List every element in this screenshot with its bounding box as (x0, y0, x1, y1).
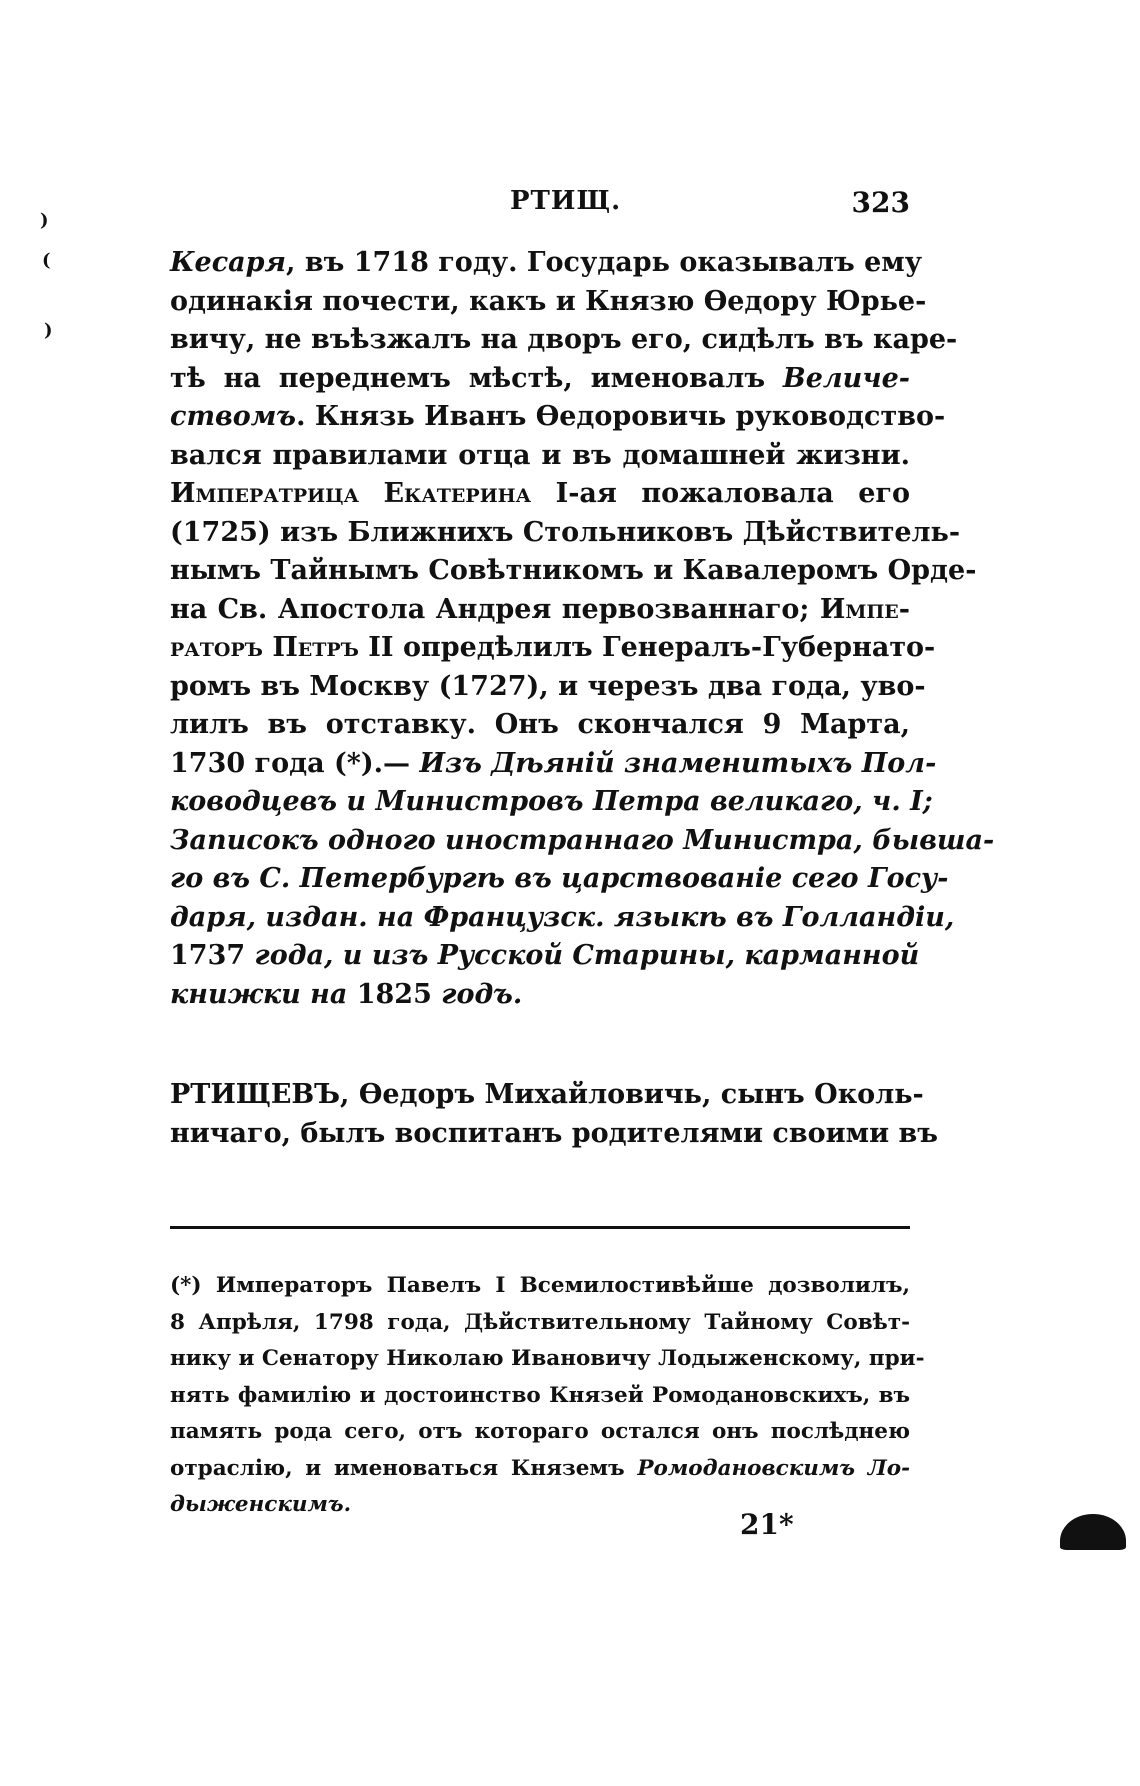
text-run: книжки на (170, 978, 348, 1010)
text-line (170, 1115, 938, 1154)
text-line (170, 822, 995, 861)
text-run: вичу, не въѣзжалъ на дворъ его, сидѣлъ въ каре- (170, 324, 958, 355)
text-run: Императрица Екатерина (170, 478, 532, 509)
text-run: Записокъ одного иностраннаго Министра, бывша- (170, 824, 995, 856)
text-run: нымъ Тайнымъ Совѣтникомъ и Кавалеромъ Орде- (170, 555, 977, 586)
signature-mark: 21* (740, 1508, 794, 1541)
text-run: отраслію, и именоваться Княземъ (170, 1455, 638, 1481)
text-run: . Князь Иванъ Өедоровичь руководство- (296, 401, 946, 432)
text-line (170, 398, 946, 437)
text-run: 8 Апрѣля, 1798 года, Дѣйствительному Тайному Совѣт- (170, 1309, 910, 1335)
text-run: года, и изъ Русской Старины, карманной (254, 940, 920, 971)
text-line (170, 283, 927, 322)
footnote-line (170, 1268, 910, 1305)
main-text (170, 244, 995, 1153)
text-run: Ромодановскимъ Ло- (637, 1455, 910, 1481)
text-line (170, 1076, 924, 1115)
text-line (170, 475, 910, 514)
text-line (170, 783, 933, 822)
text-run: (*) Императоръ Павелъ I Всемилостивѣйше дозволилъ, (170, 1273, 910, 1298)
entry-rtishchev (170, 1076, 938, 1153)
text-run: ководцевъ и Министровъ Петра великаго, ч. I; (170, 786, 933, 817)
text-line (170, 937, 920, 976)
text-run: 1730 года (*).— (170, 747, 420, 779)
text-run: вался правилами отца и въ домашней жизни. (170, 439, 910, 471)
text-run: , Өедоръ Михайловичь, сынъ Околь- (340, 1079, 924, 1110)
text-line (170, 437, 910, 476)
margin-mark: ( (42, 250, 51, 271)
running-head: РТИЩ. (510, 186, 622, 216)
text-run: II опредѣлилъ Генералъ-Губернато- (358, 632, 936, 663)
text-line (170, 244, 922, 283)
footnote-line (170, 1378, 910, 1415)
section-gap (170, 1014, 910, 1076)
text-run: одинакія почести, какъ и Князю Өедору Юрье- (170, 285, 927, 317)
footnote-text (170, 1268, 925, 1524)
text-run: ромъ въ Москву (1727), и черезъ два года, уво- (170, 670, 926, 702)
text-line (170, 552, 977, 591)
text-line (170, 360, 910, 399)
text-line (170, 745, 937, 784)
text-run: даря, издан. на Французск. языкѣ въ Голландіи, (170, 901, 955, 933)
text-line (170, 706, 910, 745)
page-header (170, 186, 910, 226)
footnote-divider (170, 1226, 910, 1229)
text-run: дыженскимъ. (170, 1492, 352, 1517)
text-run: Величе- (782, 362, 910, 394)
text-run: РТИЩЕВЪ (170, 1079, 341, 1110)
text-run: лилъ въ отставку. Онъ скончался 9 Марта, (170, 709, 910, 740)
margin-mark: ) (40, 210, 49, 231)
text-line (170, 321, 958, 360)
footnote (170, 1268, 925, 1524)
ink-blot (1060, 1514, 1126, 1550)
footnote-line (170, 1451, 910, 1488)
text-line (170, 514, 961, 553)
text-run: ничаго, былъ воспитанъ родителями своими въ (170, 1117, 938, 1149)
text-run: 1825 (347, 978, 442, 1010)
text-run: I-ая пожаловала его (531, 478, 910, 509)
text-run: на Св. Апостола Андрея первозваннаго; (170, 593, 820, 625)
margin-mark: ) (44, 320, 53, 341)
text-run: , въ 1718 году. Государь оказывалъ ему (286, 247, 922, 278)
footnote-line (170, 1341, 925, 1378)
text-run: раторъ Петръ (170, 632, 359, 663)
footnote-line (170, 1305, 910, 1342)
text-run: Изъ Дѣяній знаменитыхъ Пол- (419, 747, 937, 779)
text-run: Импе- (819, 593, 910, 625)
text-run: го въ С. Петербургѣ въ царствованіе сего Госу- (170, 863, 949, 894)
footnote-line (170, 1487, 910, 1524)
text-run: Кесаря (170, 247, 287, 278)
text-line (170, 899, 955, 938)
text-line (170, 591, 910, 630)
text-run: тѣ на переднемъ мѣстѣ, именовалъ (170, 362, 783, 394)
text-run: нику и Сенатору Николаю Ивановичу Лодыженскому, при- (170, 1346, 925, 1371)
text-run: ствомъ (170, 401, 297, 432)
page-number: 323 (851, 186, 910, 219)
text-line (170, 668, 926, 707)
text-run: память рода сего, отъ котораго остался онъ послѣднею (170, 1419, 910, 1444)
text-line (170, 976, 910, 1015)
paragraph-continuation (170, 244, 995, 1014)
text-run: годъ. (441, 978, 523, 1010)
text-line (170, 629, 936, 668)
text-run: нять фамилію и достоинство Князей Ромодановскихъ, въ (170, 1382, 910, 1408)
text-run: 1737 (170, 940, 255, 971)
text-run: (1725) изъ Ближнихъ Стольниковъ Дѣйствитель- (170, 516, 961, 548)
footnote-line (170, 1414, 910, 1451)
text-line (170, 860, 949, 899)
